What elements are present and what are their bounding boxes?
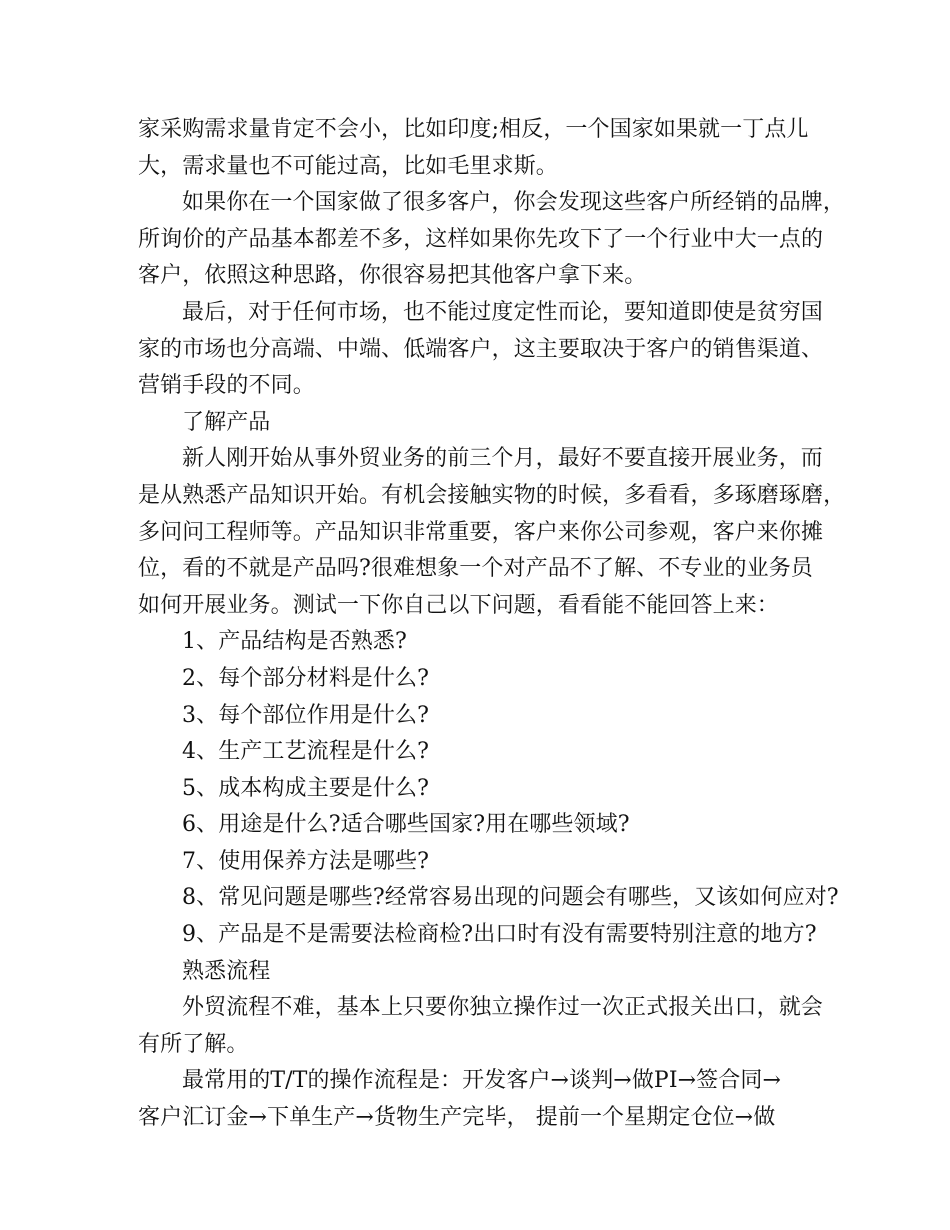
document-body bbox=[138, 112, 846, 1137]
text-line: 了解产品 bbox=[182, 409, 271, 435]
text-line: 最后，对于任何市场，也不能过度定性而论，要知道即使是贫穷国 bbox=[182, 299, 823, 325]
text-line: 所询价的产品基本都差不多，这样如果你先攻下了一个行业中大一点的 bbox=[138, 226, 824, 252]
text-line: 有所了解。 bbox=[138, 1031, 249, 1057]
text-line: 如何开展业务。测试一下你自己以下问题，看看能不能回答上来： bbox=[138, 592, 779, 618]
text-line: 营销手段的不同。 bbox=[138, 373, 315, 399]
text-line: 多问问工程师等。产品知识非常重要，客户来你公司参观，客户来你摊 bbox=[138, 519, 824, 545]
text-line: 最常用的T/T的操作流程是：开发客户→谈判→做PI→签合同→ bbox=[182, 1068, 781, 1094]
text-line: 大，需求量也不可能过高，比如毛里求斯。 bbox=[138, 153, 558, 179]
text-line: 7、使用保养方法是哪些? bbox=[182, 848, 429, 874]
text-line: 5、成本构成主要是什么? bbox=[182, 775, 429, 801]
text-line: 是从熟悉产品知识开始。有机会接触实物的时候，多看看，多琢磨琢磨， bbox=[138, 482, 846, 508]
text-line: 客户汇订金→下单生产→货物生产完毕， 提前一个星期定仓位→做 bbox=[138, 1105, 776, 1131]
text-line: 家采购需求量肯定不会小，比如印度;相反，一个国家如果就一丁点儿 bbox=[138, 117, 809, 142]
text-line: 位，看的不就是产品吗?很难想象一个对产品不了解、不专业的业务员 bbox=[138, 556, 813, 582]
text-line: 新人刚开始从事外贸业务的前三个月，最好不要直接开展业务，而 bbox=[182, 446, 823, 472]
text-line: 4、生产工艺流程是什么? bbox=[182, 739, 429, 765]
text-line: 2、每个部分材料是什么? bbox=[182, 665, 429, 691]
text-line: 客户，依照这种思路，你很容易把其他客户拿下来。 bbox=[138, 263, 647, 289]
text-line: 家的市场也分高端、中端、低端客户，这主要取决于客户的销售渠道、 bbox=[138, 336, 824, 362]
text-line: 3、每个部位作用是什么? bbox=[182, 702, 429, 728]
text-line: 6、用途是什么?适合哪些国家?用在哪些领域? bbox=[182, 812, 630, 838]
text-line: 熟悉流程 bbox=[182, 958, 271, 984]
text-line: 外贸流程不难，基本上只要你独立操作过一次正式报关出口，就会 bbox=[182, 995, 823, 1021]
text-line: 8、常见问题是哪些?经常容易出现的问题会有哪些，又该如何应对? bbox=[182, 885, 839, 911]
text-line: 如果你在一个国家做了很多客户，你会发现这些客户所经销的品牌， bbox=[182, 190, 846, 216]
text-line: 1、产品结构是否熟悉? bbox=[182, 629, 407, 655]
text-line: 9、产品是不是需要法检商检?出口时有没有需要特别注意的地方? bbox=[182, 922, 817, 948]
